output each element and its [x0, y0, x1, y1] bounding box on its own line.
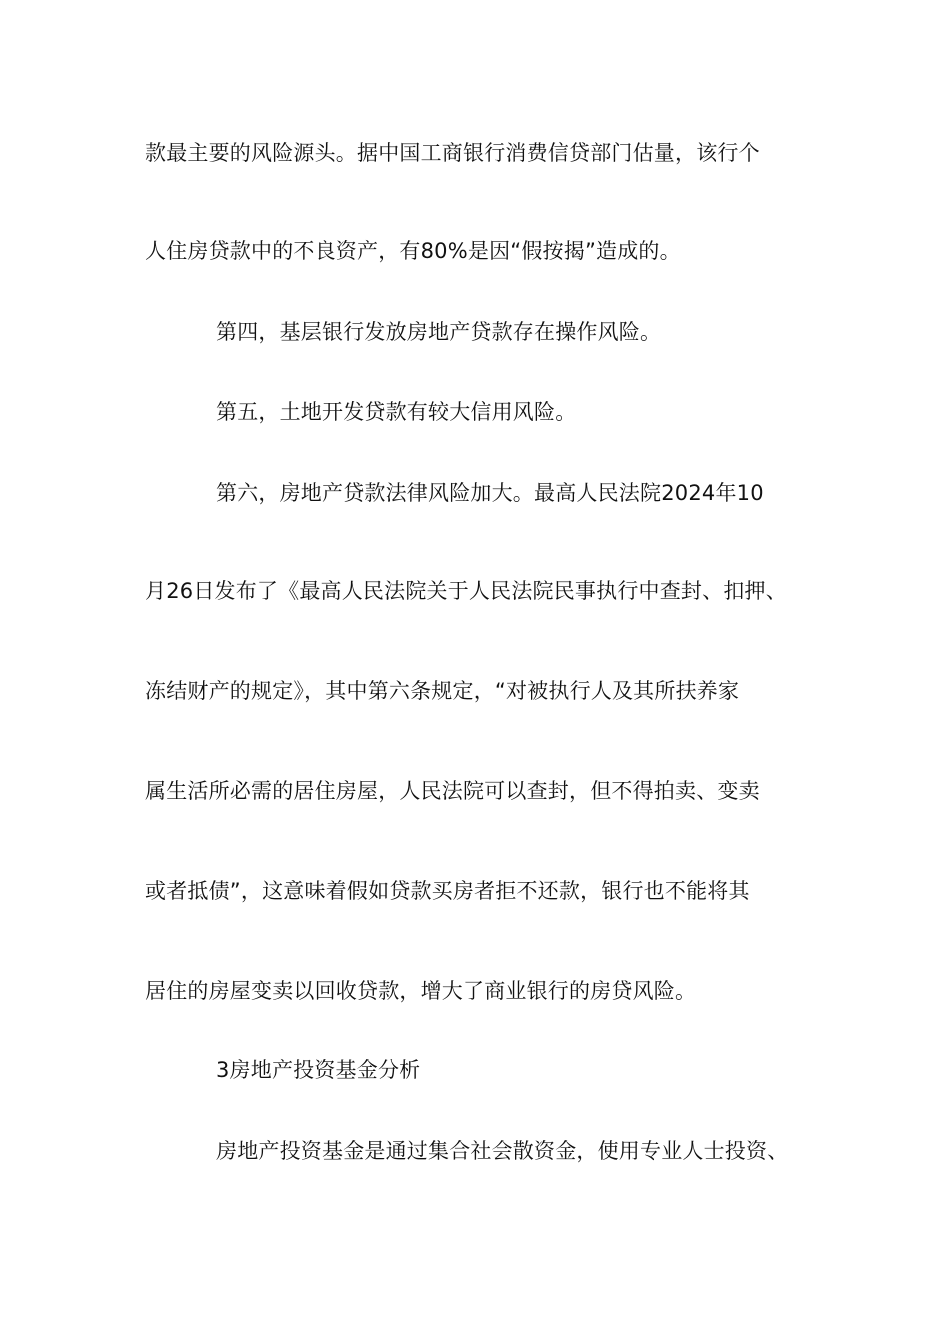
- paragraph-line: 属生活所必需的居住房屋，人民法院可以查封，但不得拍卖、变卖: [145, 779, 760, 803]
- paragraph-line: 居住的房屋变卖以回收贷款，增大了商业银行的房贷风险。: [145, 979, 697, 1003]
- paragraph-line: 第五，土地开发贷款有较大信用风险。: [216, 400, 577, 424]
- paragraph-line: 房地产投资基金是通过集合社会散资金，使用专业人士投资、: [216, 1139, 789, 1163]
- paragraph-line: 月26日发布了《最高人民法院关于人民法院民事执行中查封、扣押、: [145, 579, 787, 603]
- paragraph-line: 第四，基层银行发放房地产贷款存在操作风险。: [216, 320, 662, 344]
- paragraph-line: 人住房贷款中的不良资产，有80%是因“假按揭”造成的。: [145, 239, 681, 263]
- paragraph-line: 或者抵债”，这意味着假如贷款买房者拒不还款，银行也不能将其: [145, 879, 750, 903]
- paragraph-line: 款最主要的风险源头。据中国工商银行消费信贷部门估量，该行个: [145, 141, 760, 165]
- paragraph-line: 冻结财产的规定》，其中第六条规定，“对被执行人及其所扶养家: [145, 679, 740, 703]
- section-heading: 3房地产投资基金分析: [216, 1058, 421, 1082]
- paragraph-line: 第六，房地产贷款法律风险加大。最高人民法院2024年10: [216, 481, 764, 505]
